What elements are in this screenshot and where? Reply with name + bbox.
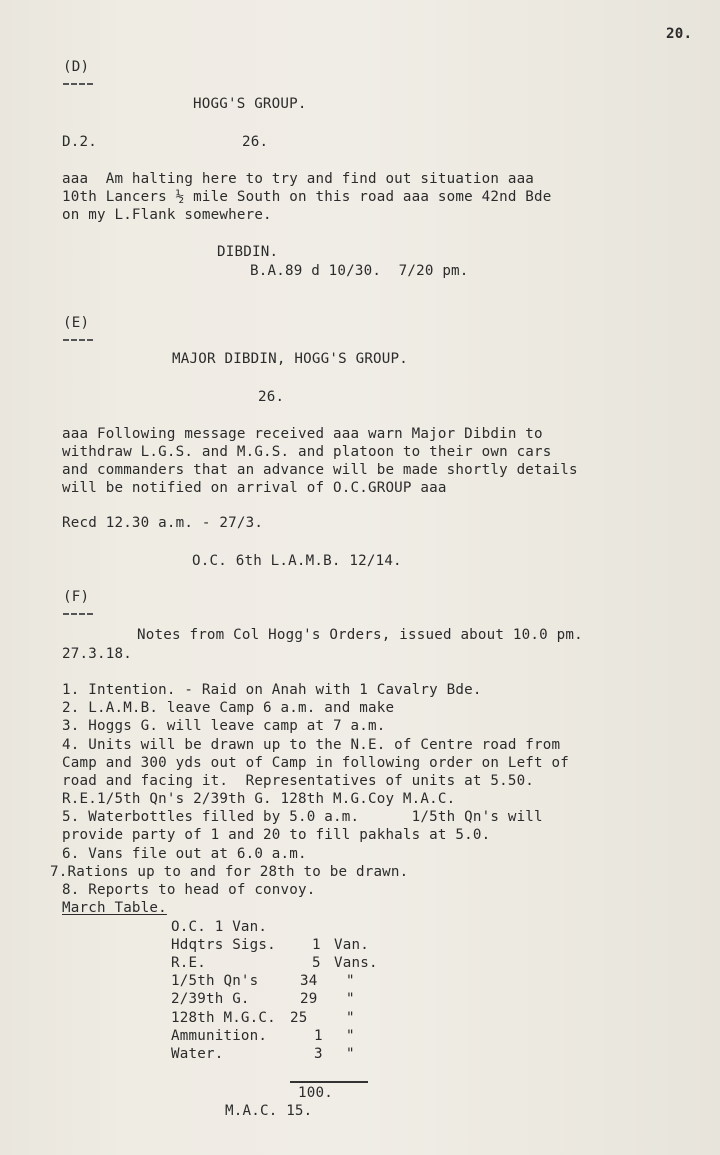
march-row-count: 29 [300,991,318,1007]
order-item-2: 2. L.A.M.B. leave Camp 6 a.m. and make [62,700,395,716]
march-row-count: 1 [314,1028,323,1044]
order-item-3: 3. Hoggs G. will leave camp at 7 a.m. [62,718,386,734]
order-item-7: 7.Rations up to and for 28th to be drawn. [50,864,409,880]
section-e-line-2: withdraw L.G.S. and M.G.S. and platoon to their own cars [62,444,552,460]
order-item-6: 6. Vans file out at 6.0 a.m. [62,846,307,862]
march-row-suffix: " [346,1028,355,1044]
march-row-suffix: Van. [334,937,369,953]
order-item-4: 4. Units will be drawn up to the N.E. of Centre road from [62,737,561,753]
section-f-dash [63,613,93,615]
section-d-line-2: 10th Lancers ½ mile South on this road aaa some 42nd Bde [62,189,552,205]
section-d-label: (D) [63,59,90,75]
march-row-suffix: " [346,1046,355,1062]
section-e-date: 26. [258,389,285,405]
march-row-count: 25 [290,1010,308,1026]
section-e-line-4: will be notified on arrival of O.C.GROUP aaa [62,480,447,496]
march-row-count: 5 [312,955,321,971]
march-row-unit: 1/5th Qn's [171,973,259,989]
order-item-4-cont-2: road and facing it. Representatives of units at 5.50. [62,773,535,789]
march-row-count: 3 [314,1046,323,1062]
mac-count: M.A.C. 15. [225,1103,313,1119]
section-e-line-1: aaa Following message received aaa warn Major Dibdin to [62,426,543,442]
march-row-unit: O.C. 1 Van. [171,919,268,935]
page-number: 20. [666,26,693,42]
section-e-heading: MAJOR DIBDIN, HOGG'S GROUP. [172,351,409,367]
section-e-dash [63,339,93,341]
order-item-8: 8. Reports to head of convoy. [62,882,316,898]
march-row-unit: 2/39th G. [171,991,250,1007]
section-d-reference: B.A.89 d 10/30. 7/20 pm. [250,263,469,279]
order-item-4-cont-3: R.E.1/5th Qn's 2/39th G. 128th M.G.Coy M.A.C. [62,791,456,807]
section-e-received: Recd 12.30 a.m. - 27/3. [62,515,264,531]
section-d-dash [63,83,93,85]
march-row-count: 34 [300,973,318,989]
section-f-intro-1: Notes from Col Hogg's Orders, issued about 10.0 pm. [137,627,583,643]
order-item-5: 5. Waterbottles filled by 5.0 a.m. 1/5th Qn's will [62,809,543,825]
section-f-label: (F) [63,589,90,605]
section-d-line-1: aaa Am halting here to try and find out situation aaa [62,171,535,187]
march-row-suffix: " [346,1010,355,1026]
section-e-sender: O.C. 6th L.A.M.B. 12/14. [192,553,402,569]
march-row-suffix: " [346,973,355,989]
march-total: 100. [298,1085,333,1101]
section-d-line-3: on my L.Flank somewhere. [62,207,272,223]
march-row-unit: Water. [171,1046,224,1062]
march-row-unit: Hdqtrs Sigs. [171,937,276,953]
march-row-suffix: " [346,991,355,1007]
march-row-unit: R.E. [171,955,206,971]
march-row-count: 1 [312,937,321,953]
march-row-unit: 128th M.G.C. [171,1010,276,1026]
section-f-intro-2: 27.3.18. [62,646,132,662]
section-d-ref: D.2. [62,134,97,150]
march-row-suffix: Vans. [334,955,378,971]
section-e-label: (E) [63,315,90,331]
section-d-heading: HOGG'S GROUP. [193,96,307,112]
order-item-5-cont: provide party of 1 and 20 to fill pakhals at 5.0. [62,827,491,843]
march-table-title: March Table. [62,900,167,916]
section-d-signature: DIBDIN. [217,244,279,260]
order-item-4-cont-1: Camp and 300 yds out of Camp in following order on Left of [62,755,570,771]
section-d-date: 26. [242,134,269,150]
section-e-line-3: and commanders that an advance will be made shortly details [62,462,578,478]
total-rule [290,1081,368,1083]
march-row-unit: Ammunition. [171,1028,268,1044]
order-item-1: 1. Intention. - Raid on Anah with 1 Cavalry Bde. [62,682,482,698]
